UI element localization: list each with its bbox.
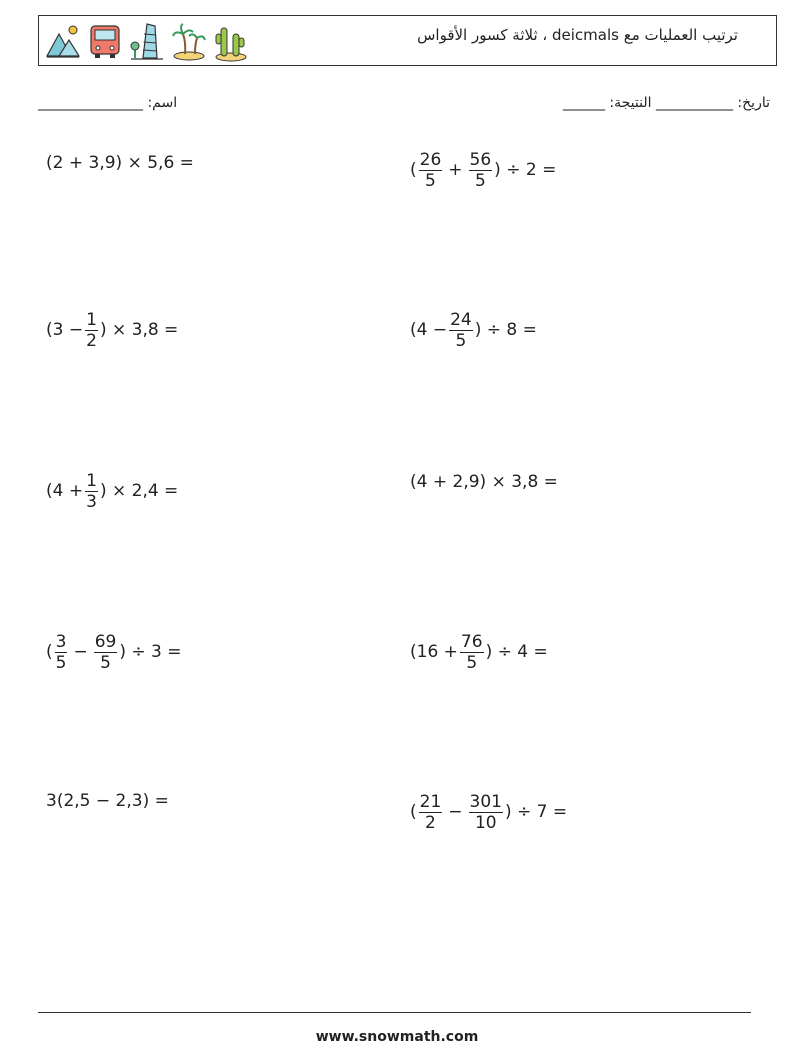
- footer-divider: [38, 1012, 751, 1013]
- numerator: 69: [94, 631, 117, 652]
- cactus-icon: [213, 20, 249, 62]
- fraction: [85, 471, 98, 512]
- problem-8: [410, 627, 548, 677]
- problem-9: [46, 776, 169, 826]
- problem-3: [46, 305, 178, 355]
- denominator: 5: [474, 170, 486, 191]
- header-box: [38, 15, 777, 66]
- fraction: [460, 632, 484, 673]
- problem-6: [410, 457, 558, 507]
- problem-10: [410, 787, 567, 837]
- numerator: 21: [419, 791, 442, 812]
- problem-9-text: 3(2,5 − 2,3) =: [46, 791, 169, 811]
- problem-2: [410, 145, 556, 195]
- fraction: [419, 792, 443, 833]
- problem-7-post: ) ÷ 3 =: [119, 642, 182, 662]
- worksheet-title: ترتيب العمليات مع deicmals ، ثلاثة كسور الأقواس: [417, 26, 738, 44]
- fraction: [94, 632, 118, 673]
- name-field: _______________ :اسم: [38, 95, 178, 111]
- tower-icon: [129, 20, 165, 62]
- mountain-icon: [45, 20, 81, 62]
- denominator: 3: [86, 491, 97, 512]
- problem-4-post: ) ÷ 8 =: [474, 320, 537, 340]
- problem-1: [46, 138, 194, 188]
- footer-site: www.snowmath.com: [315, 1029, 479, 1045]
- problem-2-pre: (: [410, 160, 417, 180]
- denominator: 5: [425, 170, 436, 191]
- problem-4: [410, 305, 537, 355]
- numerator: 1: [86, 470, 97, 491]
- denominator: 2: [86, 330, 97, 351]
- numerator: 1: [86, 309, 97, 330]
- numerator: 56: [469, 149, 492, 170]
- fraction: [449, 310, 473, 351]
- numerator: 76: [460, 631, 483, 652]
- problem-3-pre: (3 −: [46, 320, 84, 340]
- fraction: [85, 310, 98, 351]
- problem-2-post: ) ÷ 2 =: [494, 160, 557, 180]
- numerator: 3: [55, 631, 67, 652]
- problem-1-text: (2 + 3,9) × 5,6 =: [46, 153, 194, 173]
- problem-4-pre: (4 −: [410, 320, 448, 340]
- date-score-field: ______ :تاريخ: ___________ النتيجة: [562, 95, 770, 111]
- problem-10-pre: (: [410, 802, 417, 822]
- fraction: [419, 150, 443, 191]
- operator: +: [448, 160, 463, 180]
- problem-5-post: ) × 2,4 =: [99, 481, 179, 501]
- denominator: 10: [474, 812, 497, 833]
- denominator: 5: [466, 652, 478, 673]
- operator: −: [73, 642, 88, 662]
- header-icons: [45, 20, 249, 62]
- problem-7: [46, 627, 182, 677]
- palm-island-icon: [171, 20, 207, 62]
- numerator: 301: [469, 791, 502, 812]
- denominator: 2: [425, 812, 436, 833]
- denominator: 5: [100, 652, 111, 673]
- numerator: 26: [419, 149, 442, 170]
- fraction: [469, 792, 503, 833]
- problem-8-pre: (16 +: [410, 642, 458, 662]
- problem-8-post: ) ÷ 4 =: [485, 642, 548, 662]
- problem-3-post: ) × 3,8 =: [99, 320, 179, 340]
- operator: −: [448, 802, 463, 822]
- fraction: [55, 632, 68, 673]
- bus-icon: [87, 20, 123, 62]
- numerator: 24: [450, 309, 472, 330]
- problem-5: [46, 466, 178, 516]
- denominator: 5: [455, 330, 467, 351]
- denominator: 5: [55, 652, 67, 673]
- problem-5-pre: (4 +: [46, 481, 84, 501]
- problem-6-text: (4 + 2,9) × 3,8 =: [410, 472, 558, 492]
- problem-7-pre: (: [46, 642, 53, 662]
- fraction: [469, 150, 493, 191]
- problem-10-post: ) ÷ 7 =: [504, 802, 568, 822]
